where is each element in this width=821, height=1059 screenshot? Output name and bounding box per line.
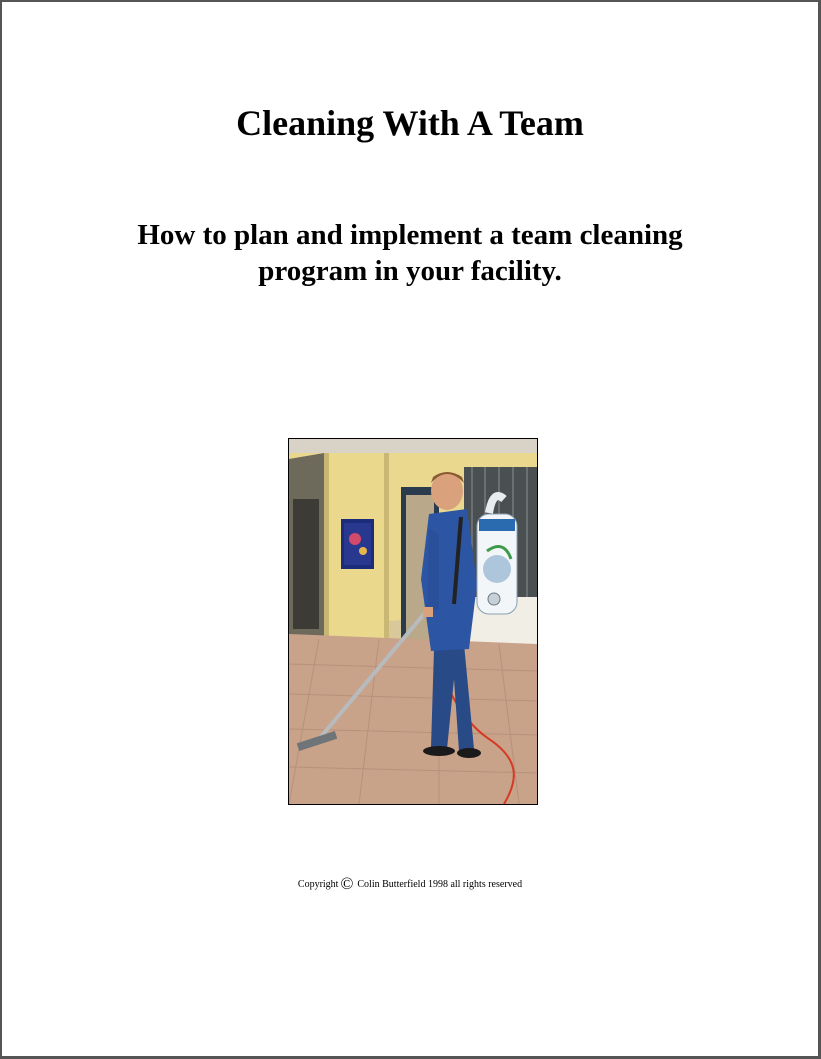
copyright-notice bbox=[2, 874, 818, 894]
subtitle-line-2: program in your facility. bbox=[258, 255, 562, 287]
subtitle-line-1: How to plan and implement a team cleaning bbox=[137, 219, 683, 251]
cover-photo-illustration bbox=[289, 439, 537, 804]
cover-photo bbox=[288, 438, 538, 805]
document-subtitle bbox=[2, 217, 818, 289]
document-title: Cleaning With A Team bbox=[236, 103, 584, 143]
copyright-prefix: Copyright bbox=[297, 879, 339, 890]
copyright-symbol: © bbox=[340, 874, 354, 893]
copyright-text: Colin Butterfield 1998 all rights reserved bbox=[357, 879, 523, 890]
